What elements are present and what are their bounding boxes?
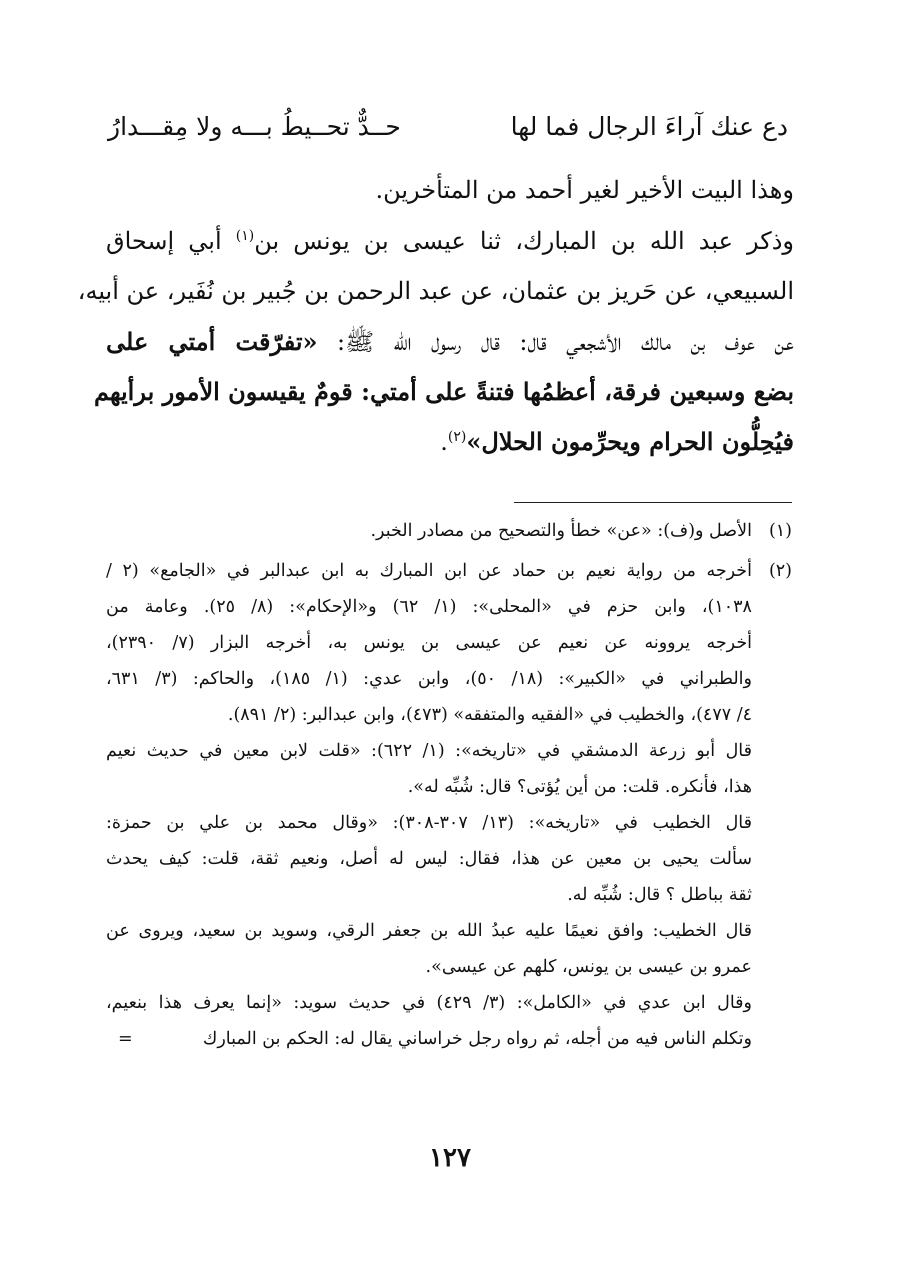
body-line-2: وذكر عبد الله بن المبارك، ثنا عيسى بن يونس بن$^{(١)}$ أبي إسحاق bbox=[106, 227, 795, 255]
body-line-3: السبيعي، عن حَريز بن عثمان، عن عبد الرحمن بن جُبير بن نُفَير، عن أبيه، bbox=[77, 277, 794, 305]
verse-first-hemistich: دع عنك آراءَ الرجال فما لها bbox=[510, 112, 788, 141]
body-line-4: عن عوف بن مالك الأشجعي قال: قال رسول الله ﷺ: «تفرّقت أمتي على bbox=[106, 327, 794, 356]
body-line-6: فيُحِلُّون الحرام ويحرِّمون الحلال»$^{(٢)}$. bbox=[440, 427, 794, 456]
continuation-mark: = bbox=[118, 1029, 133, 1049]
poem-verse bbox=[108, 112, 788, 162]
footnote-ref-2[interactable]: (٢) bbox=[447, 429, 467, 445]
verse-second-hemistich: حــدٌّ تحــيطُ بـــه ولا مِقـــدارُ bbox=[108, 112, 401, 141]
footnote-separator bbox=[514, 502, 792, 503]
body-line-5-hadith: بضع وسبعين فرقة، أعظمُها فتنةً على أمتي: قومٌ يقيسون الأمور برأيهم bbox=[93, 377, 794, 406]
footnote-number: (١) bbox=[768, 521, 792, 541]
footnote-number: (٢) bbox=[768, 561, 792, 581]
hadith-text-end: فيُحِلُّون الحرام ويحرِّمون الحلال» bbox=[466, 427, 794, 456]
page-number: ١٢٧ bbox=[429, 1143, 471, 1173]
body-line-1: وهذا البيت الأخير لغير أحمد من المتأخرين. bbox=[375, 176, 794, 204]
hadith-text-start: «تفرّقت أمتي على bbox=[106, 327, 318, 356]
footnote-text: الأصل و(ف): «عن» خطأ والتصحيح من مصادر الخبر. bbox=[370, 521, 752, 541]
footnote-ref-1[interactable]: (١) bbox=[235, 228, 255, 244]
book-page: دع عنك آراءَ الرجال فما لها حــدٌّ تحــيطُ بـــه ولا مِقـــدارُ وهذا البيت الأخير لغير أحمد من المتأخرين. وذكر عبد الله بن المبارك، ثنا عيسى بن يونس بن$^{(١)}$ أبي إسحاق السبيعي، عن حَريز بن عثمان، عن عبد الرحمن بن جُبير بن نُفَير، عن أبيه، عن عوف بن مالك الأشجعي قال: قال رسول الله ﷺ: «تفرّقت أمتي على بضع وسبعين فرقة، أعظمُها فتنةً على أمتي: قومٌ يقيسون الأمور برأيهم فيُحِلُّون الحرام ويحرِّمون الحلال»$^{(٢)}$. (١) الأصل و(ف): «عن» خطأ والتصحيح من مصادر الخبر. (٢) أخرجه من رواية نعيم بن حماد عن ابن المبارك به ابن عبدالبر في «الجامع» (٢ / ١٠٣٨)، وابن حزم في «المحلى»: (١/ ٦٢) و«الإحكام»: (٨/ ٢٥). وعامة من أخرجه يروونه عن نعيم عن عيسى بن يونس به، أخرجه البزار (٧/ ٢٣٩٠)، والطبراني في «الكبير»: (١٨/ ٥٠)، وابن عدي: (١/ ١٨٥)، والحاكم: (٣/ ٦٣١، ٤/ ٤٧٧)، والخطيب في «الفقيه والمتفقه» (٤٧٣)، وابن عبدالبر: (٢/ ٨٩١). قال أبو زرعة الدمشقي في «تاريخه»: (١/ ٦٢٢): «قلت لابن معين في حديث نعيم هذا، فأنكره. قلت: من أين يُؤتى؟ قال: شُبِّه له». قال الخطيب في «تاريخه»: (١٣/ ٣٠٧-٣٠٨): «وقال محمد بن علي بن حمزة: سألت يحيى بن معين عن هذا، فقال: ليس له أصل، ونعيم ثقة، قلت: كيف يحدث ثقة بباطل ؟ قال: شُبِّه له. قال الخطيب: وافق نعيمًا عليه عبدُ الله بن جعفر الرقي، وسويد بن سعيد، ويروى عن عمرو بن عيسى بن يونس، كلهم عن عيسى». وقال ابن عدي في «الكامل»: (٣/ ٤٢٩) في حديث سويد: «إنما يعرف هذا بنعيم، وتكلم الناس فيه من أجله، ثم رواه رجل خراساني يقال له: الحكم بن المبارك = ١٢٧ bbox=[0, 0, 900, 1271]
